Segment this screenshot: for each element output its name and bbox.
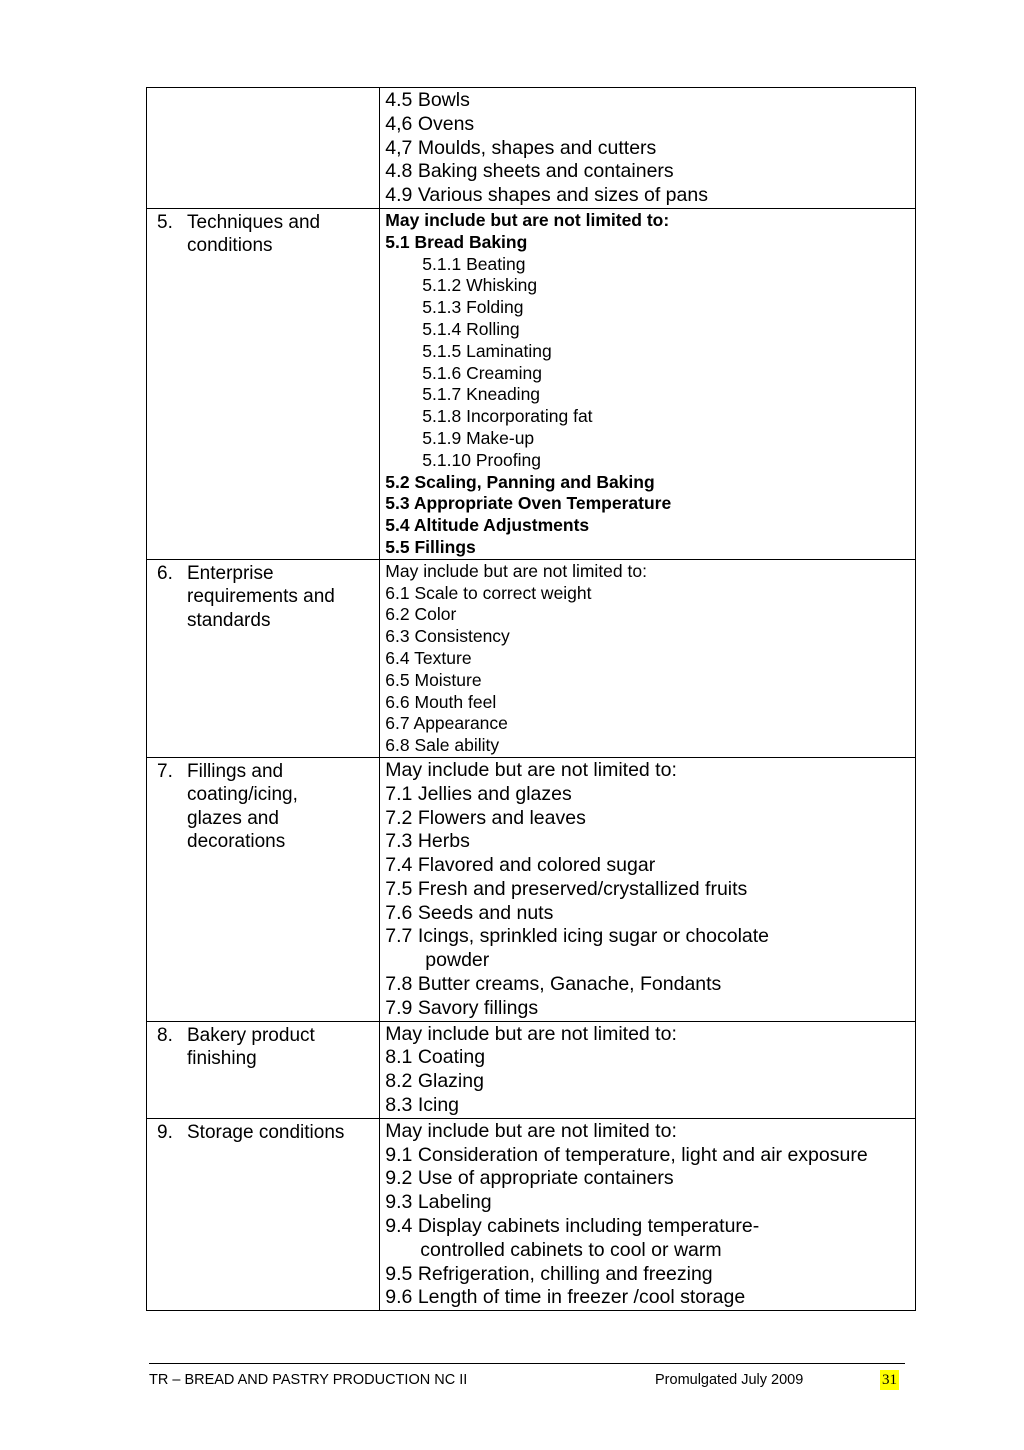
variable-cell bbox=[147, 1118, 380, 1310]
range-item: 5.3 Appropriate Oven Temperature bbox=[385, 493, 672, 514]
range-item: 5.1.4 Rolling bbox=[422, 318, 520, 339]
table-row bbox=[147, 88, 916, 209]
variable-number: 5. bbox=[157, 211, 173, 233]
range-item: 7.9 Savory fillings bbox=[385, 996, 539, 1019]
range-item: 8.3 Icing bbox=[385, 1094, 460, 1117]
range-item: 5.1.3 Folding bbox=[422, 297, 524, 318]
range-item: 6.4 Texture bbox=[385, 647, 472, 668]
table-row bbox=[147, 757, 916, 1021]
range-item: 5.5 Fillings bbox=[385, 536, 476, 557]
variable-cell bbox=[147, 559, 380, 757]
range-item: 6.8 Sale ability bbox=[385, 735, 500, 756]
range-item: 6.1 Scale to correct weight bbox=[385, 582, 592, 603]
range-item: 9.5 Refrigeration, chilling and freezing bbox=[385, 1262, 713, 1285]
range-item: 5.1 Bread Baking bbox=[385, 231, 528, 252]
range-item: 9.6 Length of time in freezer /cool storage bbox=[385, 1286, 746, 1309]
footer-title: TR – BREAD AND PASTRY PRODUCTION NC II bbox=[149, 1372, 468, 1388]
range-item: 5.1.5 Laminating bbox=[422, 340, 552, 361]
range-item: 4,6 Ovens bbox=[385, 112, 475, 135]
range-item: 8.2 Glazing bbox=[385, 1070, 484, 1093]
range-item: controlled cabinets to cool or warm bbox=[420, 1238, 722, 1261]
table-row bbox=[147, 208, 916, 559]
range-item: powder bbox=[425, 949, 490, 972]
variable-number: 9. bbox=[157, 1121, 173, 1143]
range-item: 7.1 Jellies and glazes bbox=[385, 782, 572, 805]
range-cell bbox=[380, 757, 916, 1021]
range-item: 9.1 Consideration of temperature, light and air exposure bbox=[385, 1143, 868, 1166]
variable-heading bbox=[147, 209, 379, 258]
competency-range-table bbox=[146, 87, 916, 1311]
footer-date: Promulgated July 2009 bbox=[655, 1372, 804, 1388]
range-item: 7.3 Herbs bbox=[385, 830, 470, 853]
variable-title: Techniques and conditions bbox=[187, 211, 321, 257]
range-item: 5.1.6 Creaming bbox=[422, 362, 542, 383]
variable-heading bbox=[147, 1119, 379, 1145]
range-item: 6.6 Mouth feel bbox=[385, 691, 497, 712]
variable-cell bbox=[147, 88, 380, 209]
variable-heading bbox=[147, 560, 379, 633]
range-item: May include but are not limited to: bbox=[385, 1119, 677, 1142]
variable-number: 7. bbox=[157, 760, 173, 782]
range-item: 7.5 Fresh and preserved/crystallized fruits bbox=[385, 877, 748, 900]
range-item: 6.7 Appearance bbox=[385, 713, 508, 734]
range-item: 7.4 Flavored and colored sugar bbox=[385, 854, 656, 877]
range-item: 9.2 Use of appropriate containers bbox=[385, 1167, 674, 1190]
range-cell bbox=[380, 1021, 916, 1118]
range-item: 5.1.9 Make-up bbox=[422, 427, 535, 448]
variable-number: 8. bbox=[157, 1024, 173, 1046]
variable-title: Bakery product finishing bbox=[187, 1024, 315, 1070]
variable-cell bbox=[147, 208, 380, 559]
page-footer bbox=[149, 1370, 905, 1392]
range-item: 6.3 Consistency bbox=[385, 626, 510, 647]
range-item: May include but are not limited to: bbox=[385, 1022, 677, 1045]
table-row bbox=[147, 1021, 916, 1118]
range-item: 6.2 Color bbox=[385, 604, 457, 625]
variable-number: 6. bbox=[157, 562, 173, 584]
range-item: 5.4 Altitude Adjustments bbox=[385, 515, 590, 536]
variable-heading bbox=[147, 88, 379, 90]
range-item: 9.3 Labeling bbox=[385, 1191, 492, 1214]
range-item: 4,7 Moulds, shapes and cutters bbox=[385, 136, 657, 159]
range-item: 8.1 Coating bbox=[385, 1046, 486, 1069]
range-item: 7.6 Seeds and nuts bbox=[385, 901, 554, 924]
range-item: 5.1.8 Incorporating fat bbox=[422, 406, 593, 427]
range-item: 5.1.2 Whisking bbox=[422, 275, 538, 296]
variable-title: Storage conditions bbox=[187, 1121, 345, 1143]
variable-cell bbox=[147, 1021, 380, 1118]
range-item: 5.2 Scaling, Panning and Baking bbox=[385, 471, 655, 492]
range-item: 4.8 Baking sheets and containers bbox=[385, 160, 674, 183]
variable-cell bbox=[147, 757, 380, 1021]
variable-title: Enterprise requirements and standards bbox=[187, 562, 335, 631]
range-item: May include but are not limited to: bbox=[385, 560, 647, 581]
range-item: 5.1.10 Proofing bbox=[422, 449, 541, 470]
range-item: 4.5 Bowls bbox=[385, 89, 470, 111]
range-cell bbox=[380, 208, 916, 559]
range-cell bbox=[380, 1118, 916, 1310]
table-row bbox=[147, 559, 916, 757]
range-item: 7.2 Flowers and leaves bbox=[385, 806, 586, 829]
range-item: 5.1.7 Kneading bbox=[422, 384, 541, 405]
range-item: 7.7 Icings, sprinkled icing sugar or chocolate bbox=[385, 925, 770, 948]
range-item: 5.1.1 Beating bbox=[422, 253, 526, 274]
range-item: May include but are not limited to: bbox=[385, 209, 670, 230]
variable-heading bbox=[147, 1022, 379, 1071]
range-item: 4.9 Various shapes and sizes of pans bbox=[385, 184, 708, 207]
page-number: 31 bbox=[882, 1372, 897, 1388]
variable-heading bbox=[147, 758, 379, 854]
range-cell bbox=[380, 559, 916, 757]
table-row bbox=[147, 1118, 916, 1310]
range-cell bbox=[380, 88, 916, 209]
range-item: 6.5 Moisture bbox=[385, 669, 482, 690]
range-item: 9.4 Display cabinets including temperature- bbox=[385, 1215, 760, 1238]
footer-rule bbox=[149, 1363, 905, 1364]
range-item: May include but are not limited to: bbox=[385, 758, 677, 781]
variable-title: Fillings and coating/icing, glazes and decorations bbox=[187, 760, 298, 853]
range-item: 7.8 Butter creams, Ganache, Fondants bbox=[385, 973, 722, 996]
